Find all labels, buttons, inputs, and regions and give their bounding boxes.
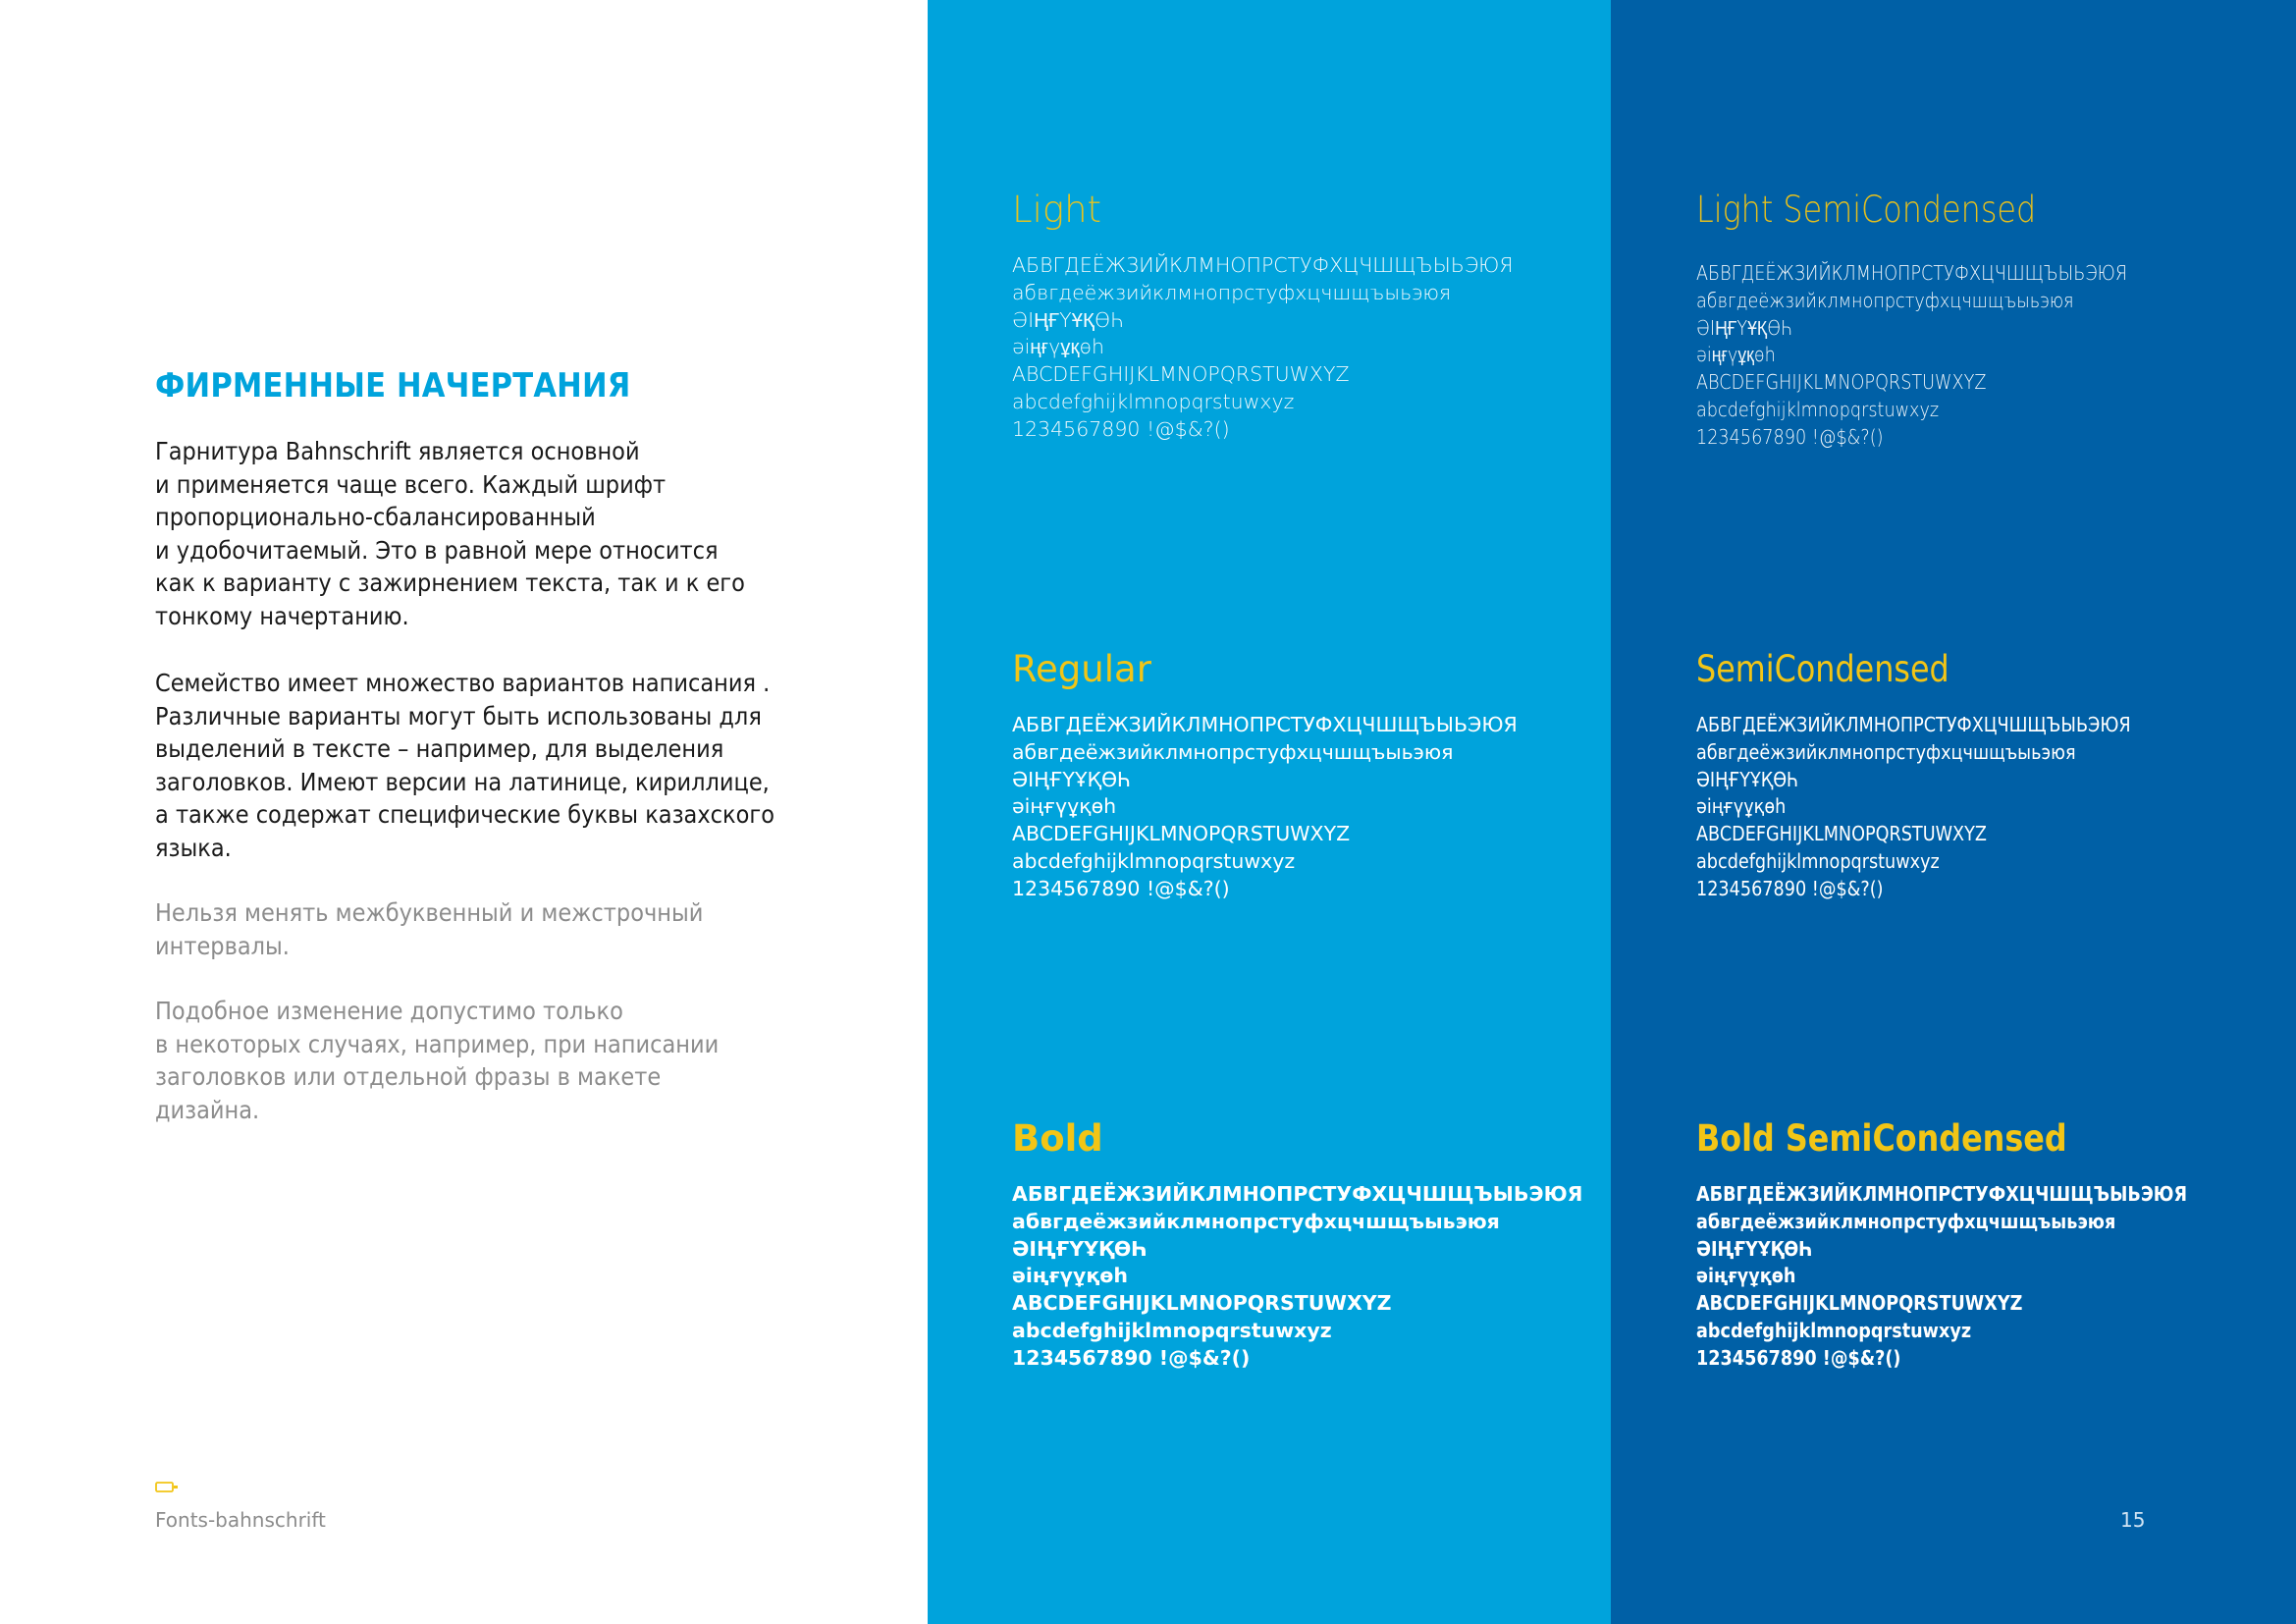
specimen-latin-lower: abcdefghijklmnopqrstuwxyz [1696,397,1940,421]
specimen-kazakh-upper: ӘІҢҒҮҰҚӨҺ [1012,307,1125,332]
weight-block-light-semicondensed [1696,189,2127,452]
specimen-digits: 1234567890 !@$&?() [1696,424,1884,449]
specimen-cyrillic-upper: АБВГДЕЁЖЗИЙКЛМНОПРСТУФХЦЧШЩЪЫЬЭЮЯ [1012,713,1518,736]
specimen-kazakh-lower: әіңғүұқөһ [1012,794,1117,819]
font-file-icon [155,1482,179,1492]
weight-block-regular [1012,648,1518,903]
specimen-lines [1012,712,1518,903]
specimen-cyrillic-lower: абвгдеёжзийклмнопрстуфхцчшщъыьэюя [1696,1209,2116,1233]
specimen-cyrillic-lower: абвгдеёжзийклмнопрстуфхцчшщъыьэюя [1696,739,2076,764]
specimen-latin-lower: abcdefghijklmnopqrstuwxyz [1012,389,1295,413]
section-heading: ФИРМЕННЫЕ НАЧЕРТАНИЯ [155,366,631,406]
weight-title: Regular [1012,648,1151,690]
specimen-latin-upper: ABCDEFGHIJKLMNOPQRSTUWXYZ [1012,362,1350,387]
specimen-cyrillic-upper: АБВГДЕЁЖЗИЙКЛМНОПРСТУФХЦЧШЩЪЫЬЭЮЯ [1696,713,2131,736]
specimen-lines [1012,1181,1582,1373]
spacing-exception-note: Подобное изменение допустимо только в некоторых случаях, например, при написании заголовков или отдельной фразы в макете дизайна. [155,997,720,1124]
specimen-kazakh-upper: ӘІҢҒҮҰҚӨҺ [1012,767,1132,791]
specimen-kazakh-lower: әіңғүұқөһ [1696,1264,1796,1288]
specimen-latin-lower: abcdefghijklmnopqrstuwxyz [1696,848,1940,873]
spacing-rule-note: Нельзя менять межбуквенный и межстрочный интервалы. [155,898,704,960]
specimen-kazakh-lower: әіңғүұқөһ [1696,794,1787,819]
specimen-latin-lower: abcdefghijklmnopqrstuwxyz [1696,1318,1972,1342]
specimen-cyrillic-upper: АБВГДЕЁЖЗИЙКЛМНОПРСТУФХЦЧШЩЪЫЬЭЮЯ [1696,261,2128,285]
specimen-latin-lower: abcdefghijklmnopqrstuwxyz [1012,848,1296,873]
weight-title: Light [1012,189,1102,231]
specimen-kazakh-upper: ӘІҢҒҮҰҚӨҺ [1696,1236,1813,1261]
weight-title: SemiCondensed [1696,648,1949,690]
specimen-latin-upper: ABCDEFGHIJKLMNOPQRSTUWXYZ [1696,822,1987,846]
specimen-latin-upper: ABCDEFGHIJKLMNOPQRSTUWXYZ [1696,1291,2023,1316]
weight-title: Light SemiCondensed [1696,189,2037,231]
weight-block-light [1012,189,1514,444]
specimen-cyrillic-upper: АБВГДЕЁЖЗИЙКЛМНОПРСТУФХЦЧШЩЪЫЬЭЮЯ [1012,1182,1583,1206]
specimen-digits: 1234567890 !@$&?() [1696,1345,1901,1370]
intro-paragraph: Гарнитура Bahnschrift является основной и применяется чаще всего. Каждый шрифт пропорционально-сбалансированный и удобочитаемый. Это в равной мере относится как к варианту с зажирнением текста, так и к его тонкому начертанию. [155,437,745,630]
specimen-lines [1012,252,1514,444]
specimen-lines [1696,1181,2187,1373]
specimen-cyrillic-lower: абвгдеёжзийклмнопрстуфхцчшщъыьэюя [1696,288,2074,312]
specimen-latin-upper: ABCDEFGHIJKLMNOPQRSTUWXYZ [1696,370,1987,395]
weight-block-bold-semicondensed [1696,1117,2187,1373]
specimen-cyrillic-lower: абвгдеёжзийклмнопрстуфхцчшщъыьэюя [1012,280,1452,304]
specimen-digits: 1234567890 !@$&?() [1012,876,1230,900]
specimen-kazakh-upper: ӘІҢҒҮҰҚӨҺ [1012,1236,1148,1261]
specimen-digits: 1234567890 !@$&?() [1012,1345,1251,1370]
weight-block-bold [1012,1117,1582,1373]
specimen-latin-upper: ABCDEFGHIJKLMNOPQRSTUWXYZ [1012,1291,1392,1316]
weight-block-semicondensed [1696,648,2131,903]
page-number: 15 [2120,1508,2146,1532]
specimen-latin-upper: ABCDEFGHIJKLMNOPQRSTUWXYZ [1012,822,1351,846]
family-paragraph: Семейство имеет множество вариантов написания . Различные варианты могут быть использованы для выделений в тексте – например, для выделения заголовков. Имеют версии на латинице, кириллице, а также содержат специфические буквы казахского языка. [155,669,774,862]
specimen-kazakh-lower: әіңғүұқөһ [1012,1264,1128,1288]
specimen-lines [1696,712,2131,903]
specimen-latin-lower: abcdefghijklmnopqrstuwxyz [1012,1318,1332,1342]
specimen-digits: 1234567890 !@$&?() [1696,876,1884,900]
specimen-cyrillic-upper: АБВГДЕЁЖЗИЙКЛМНОПРСТУФХЦЧШЩЪЫЬЭЮЯ [1696,1182,2188,1206]
specimen-cyrillic-lower: абвгдеёжзийклмнопрстуфхцчшщъыьэюя [1012,739,1454,764]
specimen-kazakh-lower: әіңғүұқөһ [1012,335,1104,359]
specimen-kazakh-lower: әіңғүұқөһ [1696,343,1776,367]
specimen-kazakh-upper: ӘІҢҒҮҰҚӨҺ [1696,315,1793,340]
weight-title: Bold SemiCondensed [1696,1117,2067,1160]
specimen-cyrillic-upper: АБВГДЕЁЖЗИЙКЛМНОПРСТУФХЦЧШЩЪЫЬЭЮЯ [1012,253,1514,277]
specimen-cyrillic-lower: абвгдеёжзийклмнопрстуфхцчшщъыьэюя [1012,1209,1500,1233]
weight-title: Bold [1012,1117,1103,1160]
specimen-lines [1696,260,2127,452]
footer-label: Fonts-bahnschrift [155,1508,326,1532]
specimen-kazakh-upper: ӘІҢҒҮҰҚӨҺ [1696,767,1799,791]
specimen-digits: 1234567890 !@$&?() [1012,416,1230,441]
